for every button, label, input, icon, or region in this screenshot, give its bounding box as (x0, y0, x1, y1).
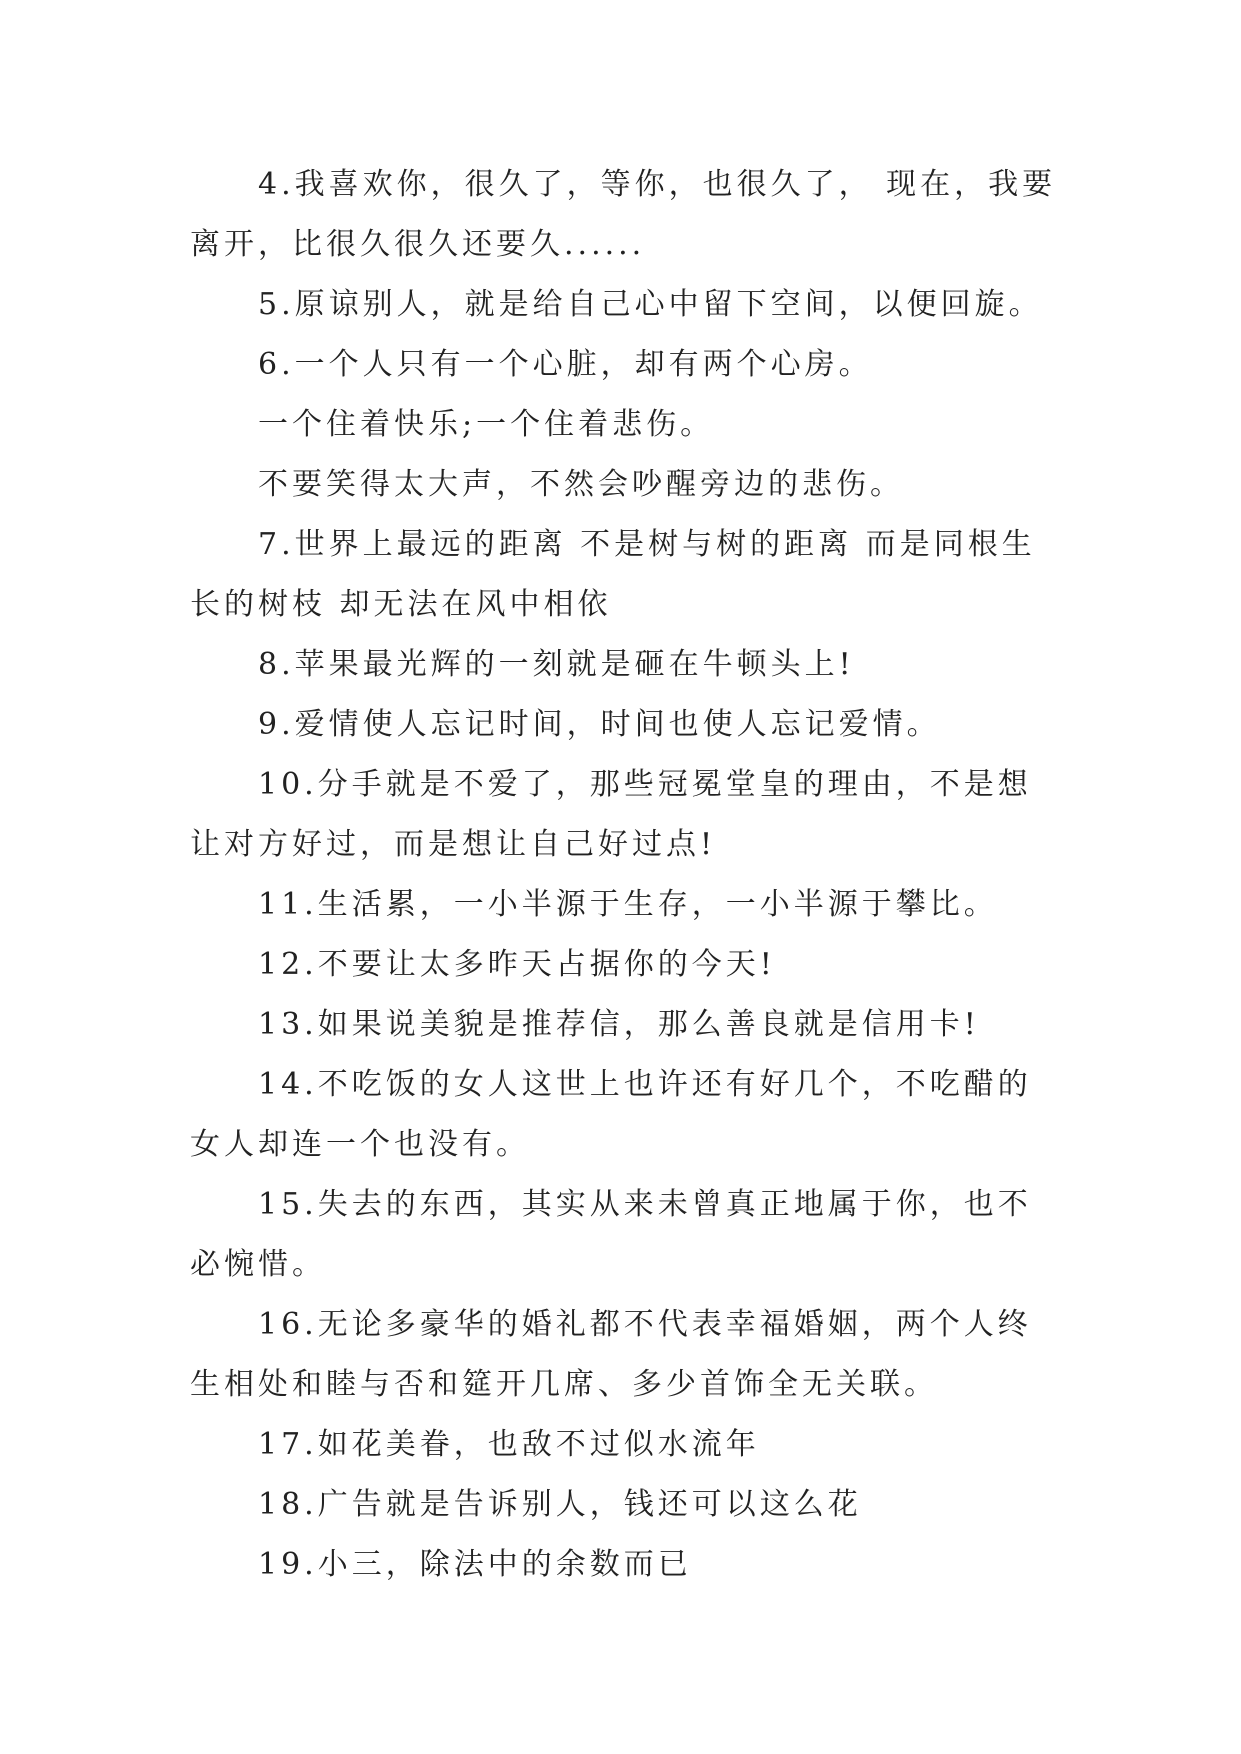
paragraph-9: 9.爱情使人忘记时间，时间也使人忘记爱情。 (258, 707, 941, 742)
paragraph-4: 4.我喜欢你，很久了，等你，也很久了， 现在，我要离开，比很久很久还要久...... (190, 167, 1057, 262)
paragraph-6: 6.一个人只有一个心脏，却有两个心房。 (258, 347, 873, 382)
paragraph-18: 18.广告就是告诉别人，钱还可以这么花 (258, 1487, 862, 1522)
paragraph-6-line-3: 不要笑得太大声，不然会吵醒旁边的悲伤。 (258, 467, 904, 502)
paragraph-7: 7.世界上最远的距离 不是树与树的距离 而是同根生长的树枝 却无法在风中相依 (190, 527, 1036, 622)
paragraph-14: 14.不吃饭的女人这世上也许还有好几个，不吃醋的女人却连一个也没有。 (190, 1067, 1032, 1162)
paragraph-6-line-2: 一个住着快乐;一个住着悲伤。 (258, 407, 715, 442)
paragraph-16: 16.无论多豪华的婚礼都不代表幸福婚姻，两个人终生相处和睦与否和筵开几席、多少首饰全无关联。 (190, 1307, 1032, 1402)
document-body (190, 155, 1058, 1595)
paragraph-5: 5.原谅别人，就是给自己心中留下空间，以便回旋。 (258, 287, 1043, 322)
paragraph-13: 13.如果说美貌是推荐信，那么善良就是信用卡! (258, 1007, 980, 1042)
paragraph-19: 19.小三，除法中的余数而已 (258, 1547, 692, 1582)
paragraph-10: 10.分手就是不爱了，那些冠冕堂皇的理由，不是想让对方好过，而是想让自己好过点! (190, 767, 1032, 862)
paragraph-17: 17.如花美眷，也敌不过似水流年 (258, 1427, 760, 1462)
paragraph-8: 8.苹果最光辉的一刻就是砸在牛顿头上! (258, 647, 855, 682)
paragraph-15: 15.失去的东西，其实从来未曾真正地属于你，也不必惋惜。 (190, 1187, 1032, 1282)
paragraph-11: 11.生活累，一小半源于生存，一小半源于攀比。 (258, 887, 998, 922)
paragraph-12: 12.不要让太多昨天占据你的今天! (258, 947, 776, 982)
